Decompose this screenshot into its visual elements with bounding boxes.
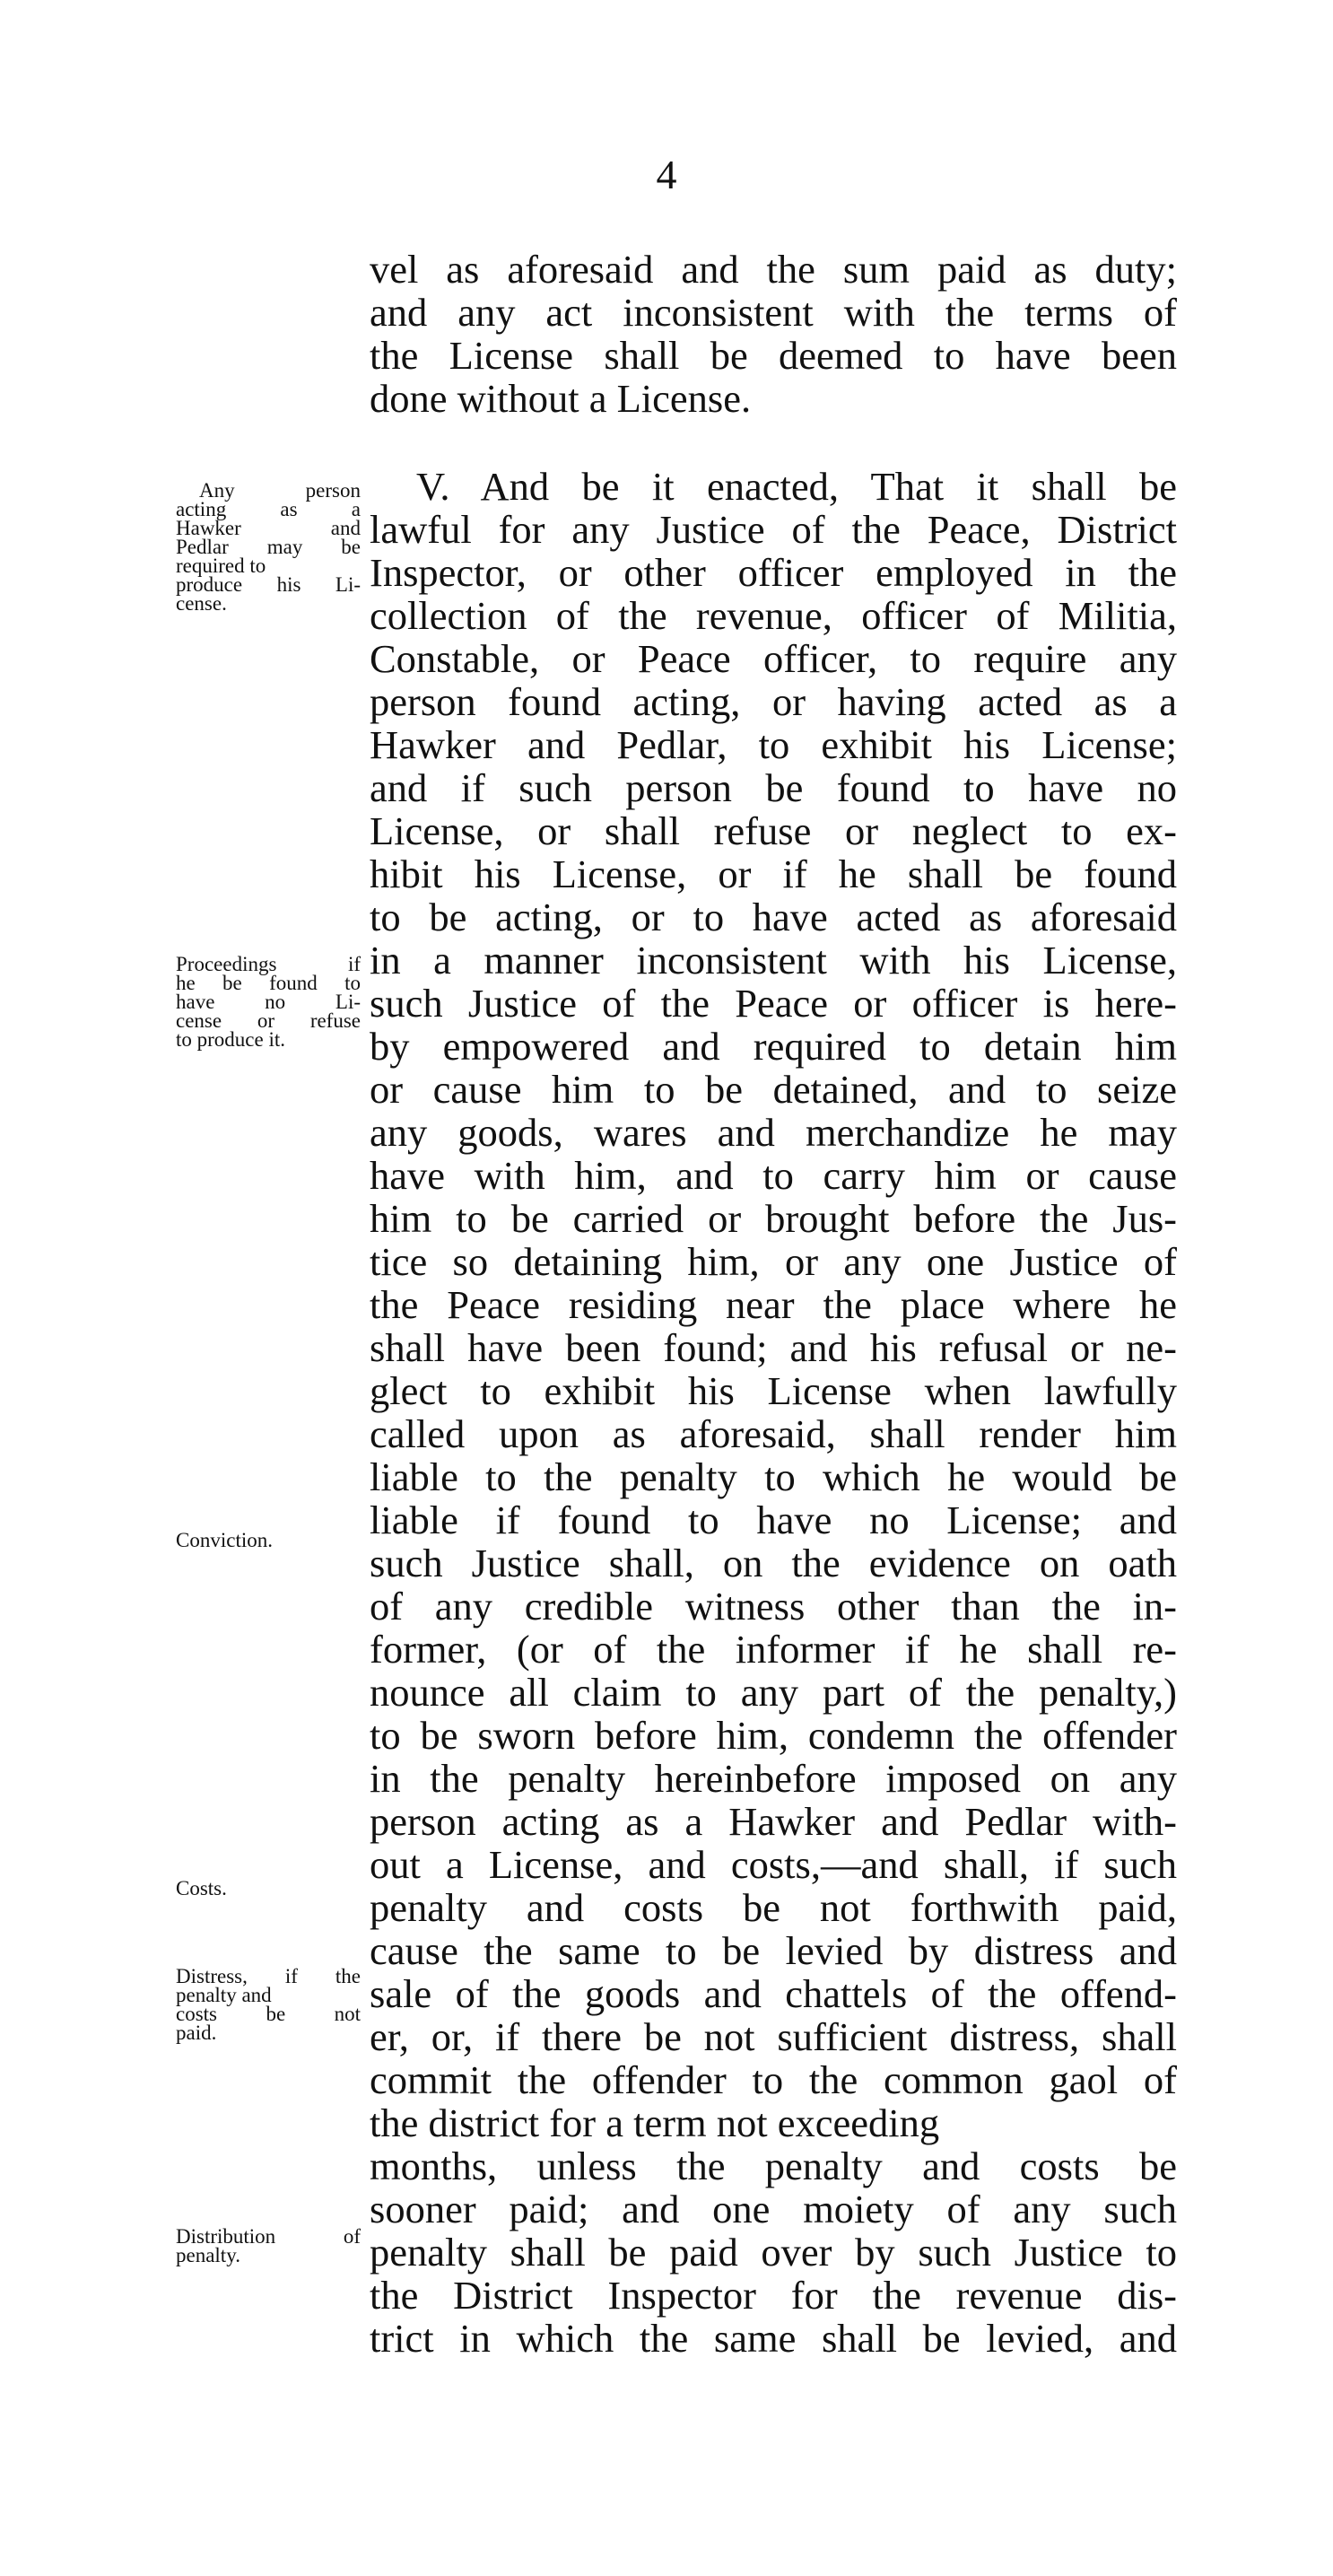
text-line: such Justice of the Peace or officer is here-	[370, 981, 1177, 1026]
text-line: former, (or of the informer if he shall re-	[370, 1627, 1177, 1672]
text-line: done without a License.	[370, 376, 752, 421]
text-line: shall have been found; and his refusal or ne-	[370, 1325, 1177, 1370]
text-line: or cause him to be detained, and to seize	[370, 1067, 1177, 1112]
margin-note-line: cense.	[176, 592, 227, 615]
section-v-paragraph	[370, 465, 1177, 2360]
text-line: have with him, and to carry him or cause	[370, 1153, 1177, 1198]
text-line: person acting as a Hawker and Pedlar with-	[370, 1799, 1177, 1844]
margin-note-line: penalty and	[176, 1984, 272, 2006]
text-line: tice so detaining him, or any one Justice of	[370, 1239, 1177, 1284]
text-line: in a manner inconsistent with his License,	[370, 938, 1177, 982]
margin-note-line: Conviction.	[176, 1529, 273, 1551]
margin-note-costs	[176, 1879, 361, 1898]
margin-note-line: Any person	[199, 479, 361, 502]
margin-note-line: produce his Li-	[176, 573, 361, 596]
margin-note-line: he be found to	[176, 972, 361, 994]
text-line: and if such person be found to have no	[370, 765, 1177, 810]
margin-note-distress	[176, 1967, 361, 2042]
margin-note-conviction	[176, 1531, 361, 1550]
margin-note-line: to produce it.	[176, 1028, 285, 1051]
text-line: by empowered and required to detain him	[370, 1024, 1177, 1069]
margin-note-hawker-license	[176, 481, 361, 613]
text-line: to be acting, or to have acted as aforesaid	[370, 895, 1177, 939]
margin-note-line: costs be not	[176, 2003, 361, 2025]
text-line: penalty and costs be not forthwith paid,	[370, 1885, 1177, 1930]
margin-note-line: acting as a	[176, 498, 361, 520]
text-line: called upon as aforesaid, shall render him	[370, 1411, 1177, 1456]
text-line: person found acting, or having acted as a	[370, 679, 1177, 724]
text-line: commit the offender to the common gaol of	[370, 2057, 1177, 2102]
margin-note-line: required to	[176, 554, 266, 577]
text-line: liable to the penalty to which he would be	[370, 1454, 1177, 1499]
text-line: the Peace residing near the place where he	[370, 1282, 1177, 1327]
margin-note-line: Distress, if the	[176, 1965, 361, 1987]
margin-note-line: Proceedings if	[176, 953, 361, 975]
text-line: Hawker and Pedlar, to exhibit his License;	[370, 722, 1177, 767]
text-line: the License shall be deemed to have been	[370, 333, 1177, 378]
margin-note-line: cense or refuse	[176, 1009, 361, 1032]
text-line: to be sworn before him, condemn the offender	[370, 1713, 1177, 1758]
text-line: Inspector, or other officer employed in the	[370, 550, 1177, 595]
margin-note-line: have no Li-	[176, 991, 361, 1013]
page-number: 4	[656, 152, 677, 197]
text-line: hibit his License, or if he shall be found	[370, 851, 1177, 896]
text-line: him to be carried or brought before the Jus-	[370, 1196, 1177, 1241]
text-line: vel as aforesaid and the sum paid as duty;	[370, 247, 1177, 292]
text-line: such Justice shall, on the evidence on oath	[370, 1541, 1177, 1585]
text-line: V. And be it enacted, That it shall be	[416, 464, 1177, 509]
text-line: nounce all claim to any part of the penalty,)	[370, 1670, 1177, 1715]
text-line: sale of the goods and chattels of the offend-	[370, 1971, 1177, 2016]
text-line: cause the same to be levied by distress and	[370, 1928, 1177, 1973]
text-line: Constable, or Peace officer, to require any	[370, 636, 1177, 681]
margin-note-line: paid.	[176, 2022, 217, 2044]
carryover-paragraph	[370, 248, 1177, 420]
text-line: collection of the revenue, officer of Militia,	[370, 593, 1177, 638]
text-line: months, unless the penalty and costs be	[370, 2144, 1177, 2188]
text-line: the District Inspector for the revenue dis-	[370, 2273, 1177, 2318]
text-line: and any act inconsistent with the terms of	[370, 290, 1177, 335]
text-line: out a License, and costs,—and shall, if such	[370, 1842, 1177, 1887]
text-line: glect to exhibit his License when lawfully	[370, 1368, 1177, 1413]
text-line: of any credible witness other than the in-	[370, 1584, 1177, 1629]
text-line: any goods, wares and merchandize he may	[370, 1110, 1177, 1155]
text-line: liable if found to have no License; and	[370, 1498, 1177, 1542]
text-line: sooner paid; and one moiety of any such	[370, 2187, 1177, 2231]
text-line: lawful for any Justice of the Peace, District	[370, 507, 1177, 552]
margin-note-line: Hawker and	[176, 517, 361, 539]
margin-note-line: Distribution of	[176, 2225, 361, 2248]
text-line: License, or shall refuse or neglect to ex-	[370, 808, 1177, 853]
text-line: er, or, if there be not sufficient distress, shall	[370, 2014, 1177, 2059]
margin-note-line: Costs.	[176, 1877, 227, 1899]
margin-note-distribution	[176, 2227, 361, 2265]
margin-note-proceedings	[176, 955, 361, 1049]
margin-note-line: Pedlar may be	[176, 536, 361, 558]
text-line: in the penalty hereinbefore imposed on any	[370, 1756, 1177, 1801]
margin-note-line: penalty.	[176, 2244, 240, 2266]
text-line: penalty shall be paid over by such Justice to	[370, 2230, 1177, 2275]
text-line: the district for a term not exceeding	[370, 2100, 940, 2145]
text-line: trict in which the same shall be levied, and	[370, 2316, 1177, 2361]
